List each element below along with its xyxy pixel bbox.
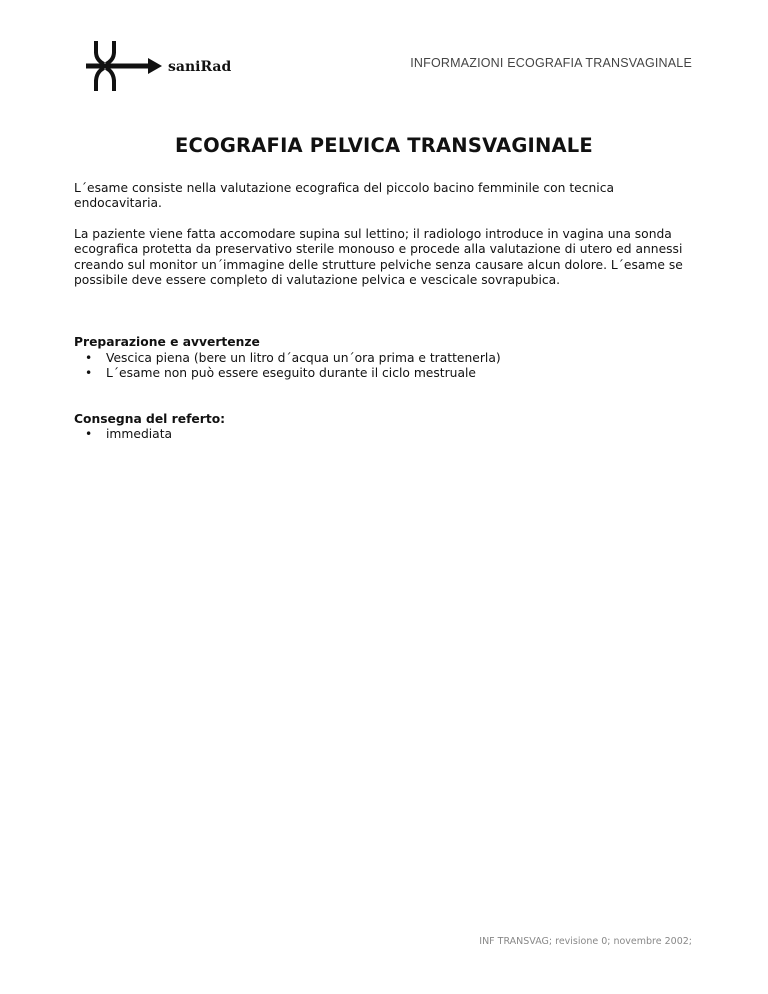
delivery-heading: Consegna del referto: xyxy=(74,411,226,426)
list-item xyxy=(74,366,694,381)
preparation-item-text: Vescica piena (bere un litro d´acqua un´ora prima e trattenerla) xyxy=(106,350,501,365)
preparation-list xyxy=(74,351,694,382)
bullet-icon: • xyxy=(85,350,93,365)
footer-revision: INF TRANSVAG; revisione 0; novembre 2002; xyxy=(479,936,692,947)
document-title: ECOGRAFIA PELVICA TRANSVAGINALE xyxy=(175,134,593,157)
bullet-icon: • xyxy=(85,427,93,442)
bullet-icon: • xyxy=(85,366,93,381)
list-item xyxy=(74,427,694,442)
delivery-list xyxy=(74,427,694,442)
logo-text: saniRad xyxy=(168,59,232,75)
document-body xyxy=(74,181,694,442)
procedure-paragraph: La paziente viene fatta accomodare supina sul lettino; il radiologo introduce in vagina una sonda ecografica protetta da preservativo sterile monouso e procede alla valutazione di utero ed annessi creando sul monitor un´immagine delle strutture pelviche senza causare alcun dolore. L´esame se possibile deve essere completo di valutazione pelvica e vescicale sovrapubica. xyxy=(74,226,683,288)
preparation-item-text: L´esame non può essere eseguito durante il ciclo mestruale xyxy=(106,366,476,381)
sanirad-logo xyxy=(72,38,258,94)
header-title: INFORMAZIONI ECOGRAFIA TRANSVAGINALE xyxy=(410,56,692,70)
sanirad-logo-mark xyxy=(72,38,258,94)
list-item xyxy=(74,351,694,366)
preparation-heading: Preparazione e avvertenze xyxy=(74,335,260,350)
intro-paragraph: L´esame consiste nella valutazione ecografica del piccolo bacino femminile con tecnica endocavitaria. xyxy=(74,181,615,211)
delivery-item-text: immediata xyxy=(106,427,173,442)
